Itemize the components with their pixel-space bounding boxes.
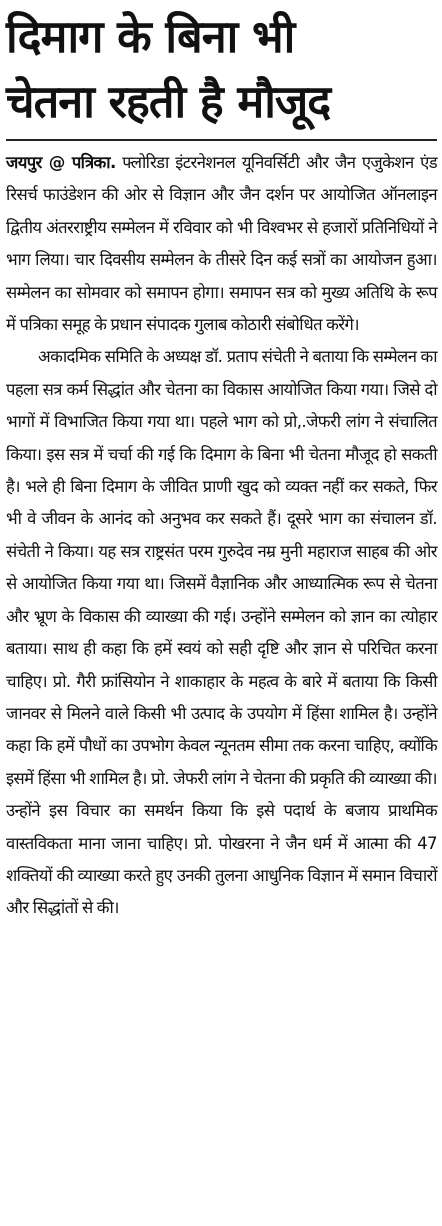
paragraph-1-text: फ्लोरिडा इंटरनेशनल यूनिवर्सिटी और जैन एजुकेशन एंड रिसर्च फाउंडेशन की ओर से विज्ञान और जैन दर्शन पर आयोजित ऑनलाइन द्वितीय अंतरराष्ट्रीय सम्मेलन में रविवार को भी विश्वभर से हजारों प्रतिनिधियों ने भाग लिया। चार दिवसीय सम्मेलन के तीसरे दिन कई सत्रों का आयोजन हुआ। सम्मेलन का सोमवार को समापन होगा। समापन सत्र को मुख्य अतिथि के रूप में पत्रिका समूह के प्रधान संपादक गुलाब कोठारी संबोधित करेंगे। — [6, 153, 437, 335]
dateline: जयपुर @ पत्रिका. — [6, 153, 116, 172]
headline — [6, 4, 437, 134]
paragraph-2: अकादमिक समिति के अध्यक्ष डॉ. प्रताप संचेती ने बताया कि सम्मेलन का पहला सत्र कर्म सिद्धांत और चेतना का विकास आयोजित किया गया। जिसे दो भागों में विभाजित किया गया था। पहले भाग को प्रो,.जेफरी लांग ने संचालित किया। इस सत्र में चर्चा की गई कि दिमाग के बिना भी चेतना मौजूद हो सकती है। भले ही बिना दिमाग के जीवित प्राणी खुद को व्यक्त नहीं कर सकते, फिर भी वे जीवन के आनंद को अनुभव कर सकते हैं। दूसरे भाग का संचालन डॉ. संचेती ने किया। यह सत्र राष्ट्रसंत परम गुरुदेव नम्र मुनी महाराज साहब की ओर से आयोजित किया गया था। जिसमें वैज्ञानिक और आध्यात्मिक रूप से चेतना और भ्रूण के विकास की व्याख्या की गई। उन्होंने सम्मेलन को ज्ञान का त्योहार बताया। साथ ही कहा कि हमें स्वयं को सही दृष्टि और ज्ञान से परिचित करना चाहिए। प्रो. गैरी फ्रांसियोन ने शाकाहार के महत्व के बारे में बताया कि किसी जानवर से मिलने वाले किसी भी उत्पाद के उपयोग में हिंसा शामिल है। उन्होंने कहा कि हमें पौधों का उपभोग केवल न्यूनतम सीमा तक करना चाहिए, क्योंकि इसमें हिंसा भी शामिल है। प्रो. जेफरी लांग ने चेतना की प्रकृति की व्याख्या की। उन्होंने इस विचार का समर्थन किया कि इसे पदार्थ के बजाय प्राथमिक वास्तविकता माना जाना चाहिए। प्रो. पोखरना ने जैन धर्म में आत्मा की 47 शक्तियों की व्याख्या करते हुए उनकी तुलना आधुनिक विज्ञान में समान विचारों और सिद्धांतों से की। — [6, 347, 437, 918]
headline-line-1: दिमाग के बिना भी — [6, 10, 295, 63]
headline-line-2: चेतना रहती है मौजूद — [6, 75, 331, 128]
article-body — [6, 147, 437, 925]
paragraph-1 — [6, 147, 437, 341]
headline-divider — [6, 139, 437, 141]
